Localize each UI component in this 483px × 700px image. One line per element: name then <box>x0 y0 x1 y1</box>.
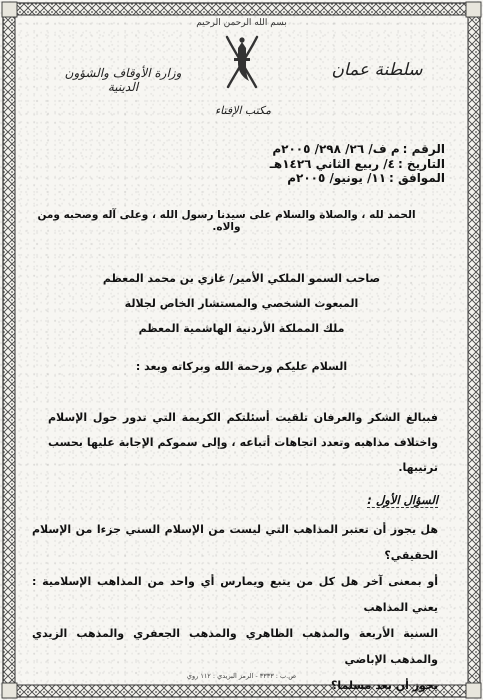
recipient-line: صاحب السمو الملكي الأمير/ غازي بن محمد المعظم <box>102 272 381 285</box>
reference-gregorian-row <box>245 171 445 186</box>
question-line: هل يجوز أن تعتبر المذاهب التي ليست من الإسلام السني جزءا من الإسلام الحقيقي؟ <box>32 523 438 562</box>
opening-salutation: الحمد لله ، والصلاة والسلام على سيدنا رسول الله ، وعلى آله وصحبه ومن والاه. <box>37 209 416 233</box>
sultanate-name: سلطنة عمان <box>331 60 423 80</box>
office-name: مكتب الإفتاء <box>214 104 271 117</box>
footer-address: ص.ب : ٣٣٣٣ - الرمز البريدي : ١١٢ روي <box>186 672 297 680</box>
bismillah-heading: بسم الله الرحمن الرحيم <box>196 18 287 28</box>
greeting-line: السلام عليكم ورحمة الله وبركاته وبعد : <box>135 360 348 373</box>
recipient-block <box>80 266 403 341</box>
reference-date-label: التاريخ : <box>397 156 445 171</box>
reference-number-label: الرقم : <box>402 142 445 156</box>
question-line: يجوز أن يعد مسلما؟ <box>330 679 438 692</box>
question-title: السؤال الأول : <box>367 493 438 507</box>
recipient-line: المبعوث الشخصي والمستشار الخاص لجلالة <box>124 297 359 310</box>
reference-gregorian-value: ١١/ يونيو/ ٢٠٠٥م <box>287 171 387 185</box>
reference-number-row <box>245 142 445 157</box>
oman-khanjar-emblem-icon <box>219 33 265 91</box>
recipient-line: ملك المملكة الأردنية الهاشمية المعظم <box>138 322 345 335</box>
question-line: السنية الأربعة والمذهب الظاهري والمذهب الجعفري والمذهب الزيدي والمذهب الإباضي <box>32 627 438 666</box>
reference-block <box>245 142 445 186</box>
reference-gregorian-label: الموافق : <box>389 171 445 185</box>
ministry-name: وزارة الأوقاف والشؤون الدينية <box>64 66 182 94</box>
reference-date-value: ٤/ ربيع الثاني ١٤٢٦هـ <box>269 156 395 171</box>
question-line: أو بمعنى آخر هل كل من يتبع ويمارس أي واحد من المذاهب الإسلامية : يعني المذاهب <box>32 575 438 614</box>
reference-date-row <box>245 157 445 172</box>
reference-number-value: م ف/ ٢٦/ ٢٩٨/ ٢٠٠٥م <box>272 142 400 156</box>
intro-paragraph: فببالغ الشكر والعرفان تلقيت أسئلتكم الكريمة التي تدور حول الإسلام واختلاف مذاهبه وتعدد اتجاهات أتباعه ، وإلى سموكم الإجابة عليها بحسب ترتيبها. <box>48 411 438 474</box>
